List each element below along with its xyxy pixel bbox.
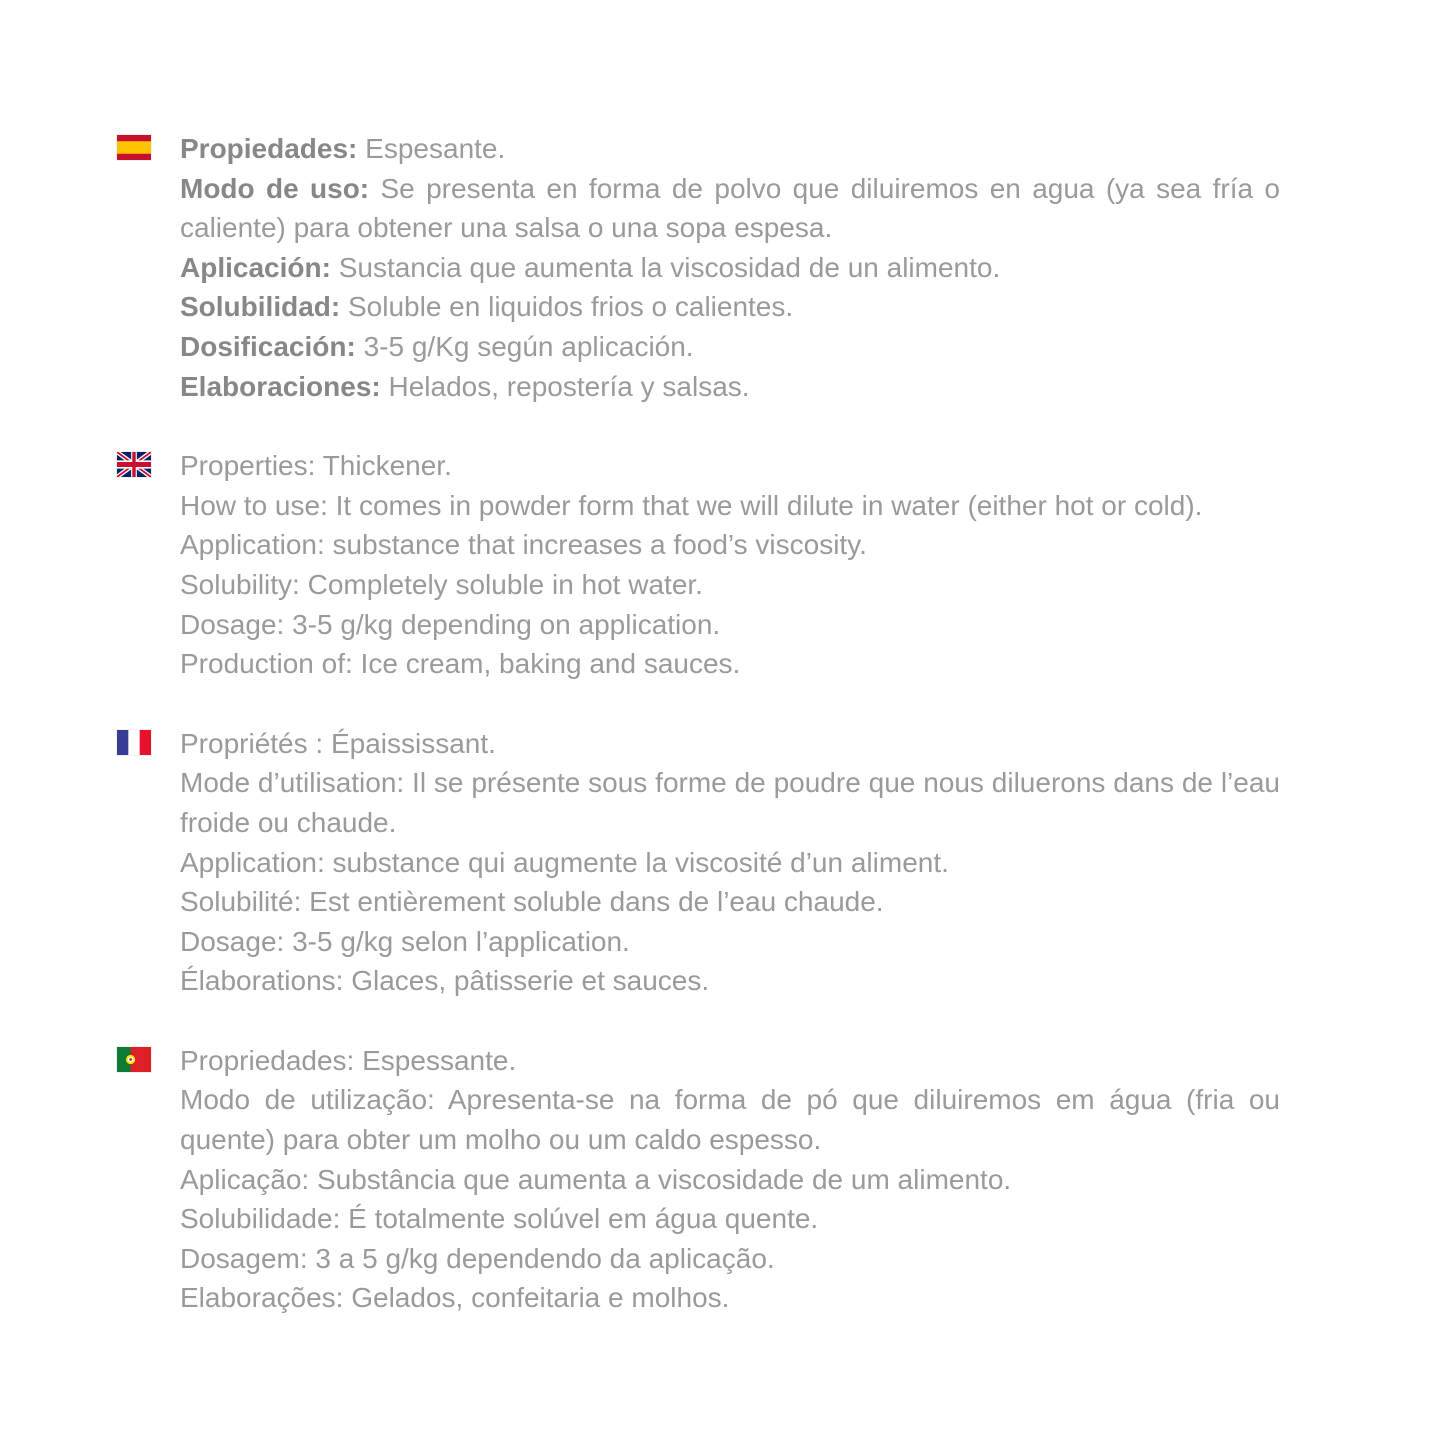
paragraph bbox=[180, 882, 1280, 922]
field-value: É totalmente solúvel em água quente. bbox=[340, 1203, 819, 1235]
paragraph bbox=[180, 327, 1280, 367]
spain-flag-icon bbox=[117, 135, 151, 160]
field-value: Substância que aumenta a viscosidade de um alimento. bbox=[309, 1163, 1012, 1195]
paragraph bbox=[180, 169, 1280, 248]
paragraph bbox=[180, 367, 1280, 407]
field-label: Elaboraciones: bbox=[180, 370, 381, 402]
field-label: Propiedades: bbox=[180, 133, 358, 164]
field-value: Helados, repostería y salsas. bbox=[380, 370, 750, 402]
paragraph bbox=[180, 644, 1280, 684]
field-value: Thickener. bbox=[315, 450, 452, 482]
section-french-text bbox=[180, 724, 1280, 1001]
field-value: Épaississant. bbox=[323, 727, 496, 759]
paragraph bbox=[180, 763, 1280, 842]
field-label: Elaborações: bbox=[180, 1282, 344, 1314]
field-label: Dosage: bbox=[180, 925, 285, 957]
field-label: Propriedades: bbox=[180, 1044, 355, 1076]
section-portuguese-text bbox=[180, 1041, 1280, 1318]
section-english-text bbox=[180, 446, 1280, 684]
section-french bbox=[117, 724, 1300, 1001]
field-value: Completely soluble in hot water. bbox=[299, 568, 703, 600]
field-value: 3-5 g/kg depending on application. bbox=[284, 608, 721, 640]
paragraph bbox=[180, 961, 1280, 1001]
paragraph bbox=[180, 843, 1280, 883]
paragraph bbox=[180, 1041, 1280, 1081]
paragraph bbox=[180, 724, 1280, 764]
section-spanish bbox=[117, 129, 1300, 406]
field-label: Solubility: bbox=[180, 568, 300, 600]
field-label: Production of: bbox=[180, 648, 353, 680]
field-label: Solubilité: bbox=[180, 886, 302, 918]
field-label: Application: bbox=[180, 529, 325, 561]
section-portuguese bbox=[117, 1041, 1300, 1318]
field-value: Glaces, pâtisserie et sauces. bbox=[343, 965, 710, 997]
paragraph bbox=[180, 287, 1280, 327]
field-label: Dosage: bbox=[180, 608, 285, 640]
paragraph bbox=[180, 565, 1280, 605]
field-value: substance qui augmente la viscosité d’un aliment. bbox=[324, 846, 949, 878]
field-value: 3-5 g/Kg según aplicación. bbox=[355, 330, 694, 362]
paragraph bbox=[180, 1278, 1280, 1318]
section-spanish-text bbox=[180, 129, 1280, 406]
field-value: 3 a 5 g/kg dependendo da aplicação. bbox=[307, 1242, 775, 1274]
field-label: Application: bbox=[180, 846, 325, 878]
field-label: Dosificación: bbox=[180, 330, 356, 362]
paragraph bbox=[180, 605, 1280, 645]
field-value: It comes in powder form that we will dilute in water (either hot or cold). bbox=[327, 489, 1203, 521]
field-label: Solubilidad: bbox=[180, 291, 341, 323]
paragraph bbox=[180, 129, 1280, 169]
field-label: Solubilidade: bbox=[180, 1203, 341, 1235]
field-label: Aplicación: bbox=[180, 251, 331, 283]
paragraph bbox=[180, 1160, 1280, 1200]
field-value: substance that increases a food’s viscosity. bbox=[324, 529, 867, 561]
paragraph bbox=[180, 1080, 1280, 1159]
field-label: Aplicação: bbox=[180, 1163, 310, 1195]
field-value: Ice cream, baking and sauces. bbox=[352, 648, 741, 680]
field-value: Espessante. bbox=[354, 1044, 517, 1076]
field-label: Mode d’utilisation: bbox=[180, 767, 405, 799]
field-value: Soluble en liquidos frios o calientes. bbox=[340, 291, 794, 323]
field-label: Dosagem: bbox=[180, 1242, 308, 1274]
paragraph bbox=[180, 1199, 1280, 1239]
field-value: Gelados, confeitaria e molhos. bbox=[343, 1282, 730, 1314]
field-label: Propriétés : bbox=[180, 727, 324, 759]
field-value: Apresenta-se na forma de pó que diluiremos em água (fria ou quente) para obter um molho ou um caldo espesso. bbox=[180, 1084, 1280, 1156]
field-value: Espesante. bbox=[357, 133, 506, 164]
uk-flag-icon bbox=[117, 452, 151, 477]
paragraph bbox=[180, 248, 1280, 288]
paragraph bbox=[180, 1239, 1280, 1279]
paragraph bbox=[180, 525, 1280, 565]
field-value: Est entièrement soluble dans de l’eau chaude. bbox=[301, 886, 884, 918]
paragraph bbox=[180, 446, 1280, 486]
field-value: Sustancia que aumenta la viscosidad de un alimento. bbox=[330, 251, 1001, 283]
field-label: Modo de utilização: bbox=[180, 1084, 435, 1116]
paragraph bbox=[180, 486, 1280, 526]
field-value: 3-5 g/kg selon l’application. bbox=[284, 925, 630, 957]
field-label: Élaborations: bbox=[180, 965, 344, 997]
field-label: How to use: bbox=[180, 489, 328, 521]
field-label: Properties: bbox=[180, 450, 316, 482]
field-label: Modo de uso: bbox=[180, 172, 370, 204]
field-value: Se presenta en forma de polvo que diluiremos en agua (ya sea fría o caliente) para obtener una salsa o una sopa espesa. bbox=[180, 172, 1280, 244]
paragraph bbox=[180, 922, 1280, 962]
field-value: Il se présente sous forme de poudre que nous diluerons dans de l’eau froide ou chaude. bbox=[180, 767, 1280, 838]
section-english bbox=[117, 446, 1300, 684]
portugal-flag-icon bbox=[117, 1047, 151, 1072]
france-flag-icon bbox=[117, 730, 151, 755]
